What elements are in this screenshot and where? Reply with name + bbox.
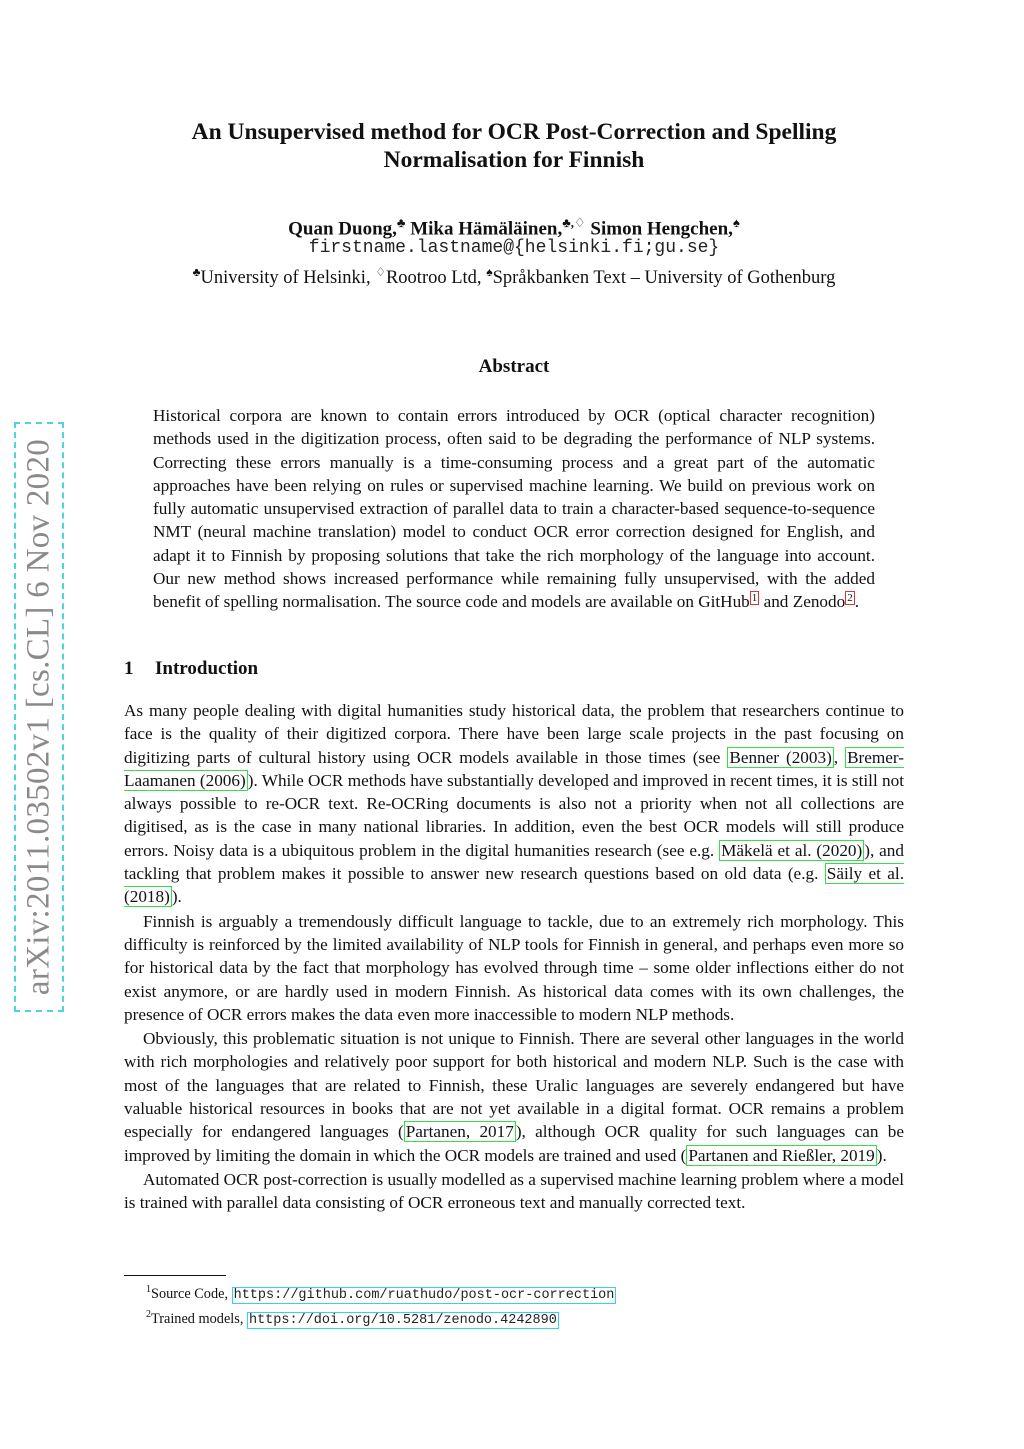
paragraph-text: ). While OCR methods have substantially developed and improved in recent times, it is still not always possible to re-OCR text. Re-OCRing documents is also not a priority when not all collections are digitised, as is the case in many national libraries. In addition, even the best OCR models will still produce errors. Noisy data is a ubiquitous problem in the digital humanities research (see e.g.	[124, 770, 904, 860]
paragraph-text: ), although OCR quality for such languages can be improved by limiting the domain in which the OCR models are trained and used (	[124, 1122, 904, 1165]
author-affiliation-mark: ♣,♢	[562, 215, 586, 230]
abstract-body	[153, 404, 875, 614]
author-affiliation-mark: ♣	[396, 215, 406, 230]
citation-link[interactable]: Bremer-Laamanen (2006)	[124, 747, 904, 790]
footnote-url-link[interactable]: https://doi.org/10.5281/zenodo.4242890	[248, 1312, 557, 1328]
footnote-number: 1	[146, 1284, 151, 1295]
author-email: firstname.lastname@{helsinki.fi;gu.se}	[308, 238, 720, 258]
paragraph-text: ).	[171, 887, 182, 907]
paragraph	[124, 1027, 904, 1167]
arxiv-identifier-stamp[interactable]	[14, 422, 64, 1012]
abstract-text: Historical corpora are known to contain errors introduced by OCR (optical character recognition) methods used in the digitization process, often said to be degrading the performance of NLP systems. Correcting these errors manually is a time-consuming process and a great part of the automatic approaches have been relying on rules or supervised machine learning. We build on previous work on fully automatic unsupervised extraction of parallel data to train a character-based sequence-to-sequence NMT (neural machine translation) model to conduct OCR error correction designed for English, and adapt it to Finnish by proposing solutions that take the rich morphology of the language into account. Our new method shows increased performance while remaining fully unsupervised, with the added benefit of spelling normalisation. The source code and models are available on GitHub	[153, 406, 875, 612]
affiliation-name: University of Helsinki,	[200, 268, 376, 289]
abstract-heading: Abstract	[478, 356, 550, 377]
paragraph-text: Obviously, this problematic situation is not unique to Finnish. There are several other languages in the world with rich morphologies and relatively poor support for both historical and modern NLP. Such is the case with most of the languages that are related to Finnish, these Uralic languages are severely endangered but have valuable historical resources in books that are not yet available in a digital format. OCR remains a problem especially for endangered languages (	[124, 1029, 904, 1142]
section-heading-introduction	[124, 658, 258, 680]
affiliation-mark: ♢	[375, 265, 386, 279]
affiliation-name: Rootroo Ltd,	[385, 268, 487, 289]
footnote-ref-2[interactable]: 2	[847, 591, 853, 604]
author-affiliation-mark: ♠	[732, 215, 740, 230]
footnote-label: Trained models,	[151, 1310, 247, 1327]
affiliation-list	[124, 260, 904, 290]
footnote-divider	[124, 1275, 226, 1276]
paragraph	[124, 699, 904, 909]
footnote-number: 2	[146, 1308, 151, 1320]
citation-link[interactable]: Partanen, 2017	[405, 1122, 514, 1142]
citation-link[interactable]: Mäkelä et al. (2020)	[721, 840, 863, 860]
citation-link[interactable]: Benner (2003)	[729, 747, 832, 767]
affiliation-name: Språkbanken Text – University of Gothenburg	[492, 268, 836, 289]
footnote-1	[146, 1280, 906, 1305]
arxiv-id-text: arXiv:2011.03502v1 [cs.CL] 6 Nov 2020	[20, 438, 57, 996]
author-name: Simon Hengchen,	[590, 218, 733, 240]
affiliation-mark: ♠	[486, 265, 493, 279]
paragraph: Finnish is arguably a tremendously difficult language to tackle, due to an extremely rich morphology. This difficulty is reinforced by the limited availability of NLP tools for Finnish in general, and perhaps even more so for historical data by the fact that morphology has evolved through time – some older inflections either do not exist anymore, or are hardly used in modern Finnish. As historical data comes with its own challenges, the presence of OCR errors makes the data even more inaccessible to modern NLP methods.	[124, 911, 904, 1024]
footnote-label: Source Code,	[151, 1285, 232, 1302]
paper-title: An Unsupervised method for OCR Post-Correction and Spelling Normalisation for Finnish	[191, 119, 837, 173]
abstract-text-mid: and Zenodo	[759, 592, 846, 612]
affiliation-mark: ♣	[192, 265, 201, 279]
author-name: Quan Duong,	[288, 218, 397, 240]
paragraph-text: As many people dealing with digital humanities study historical data, the problem that researchers continue to face is the quality of their digitized corpora. There have been large scale projects in the past focusing on digitizing parts of cultural history using OCR models available in those times (see	[124, 701, 904, 767]
paragraph-text: ).	[876, 1145, 887, 1165]
footnote-2	[146, 1305, 906, 1330]
paragraph-text: ), and tackling that problem makes it possible to answer new research questions based on old data (e.g.	[124, 840, 904, 884]
author-name: Mika Hämäläinen,	[410, 218, 563, 240]
footnotes	[146, 1280, 906, 1330]
citation-link[interactable]: Partanen and Rießler, 2019	[688, 1145, 875, 1165]
footnote-url-link[interactable]: https://github.com/ruathudo/post-ocr-correction	[233, 1287, 615, 1303]
introduction-body	[124, 699, 904, 1216]
footnote-ref-1[interactable]: 1	[751, 591, 758, 604]
citation-link[interactable]: Säily et al. (2018)	[124, 864, 904, 907]
paragraph: Automated OCR post-correction is usually modelled as a supervised machine learning problem where a model is trained with parallel data consisting of OCR erroneous text and manually corrected text.	[124, 1169, 904, 1213]
abstract-text-end: .	[854, 592, 859, 612]
section-title: Introduction	[155, 658, 259, 679]
section-number: 1	[124, 658, 134, 679]
paragraph-text: ,	[833, 747, 846, 767]
